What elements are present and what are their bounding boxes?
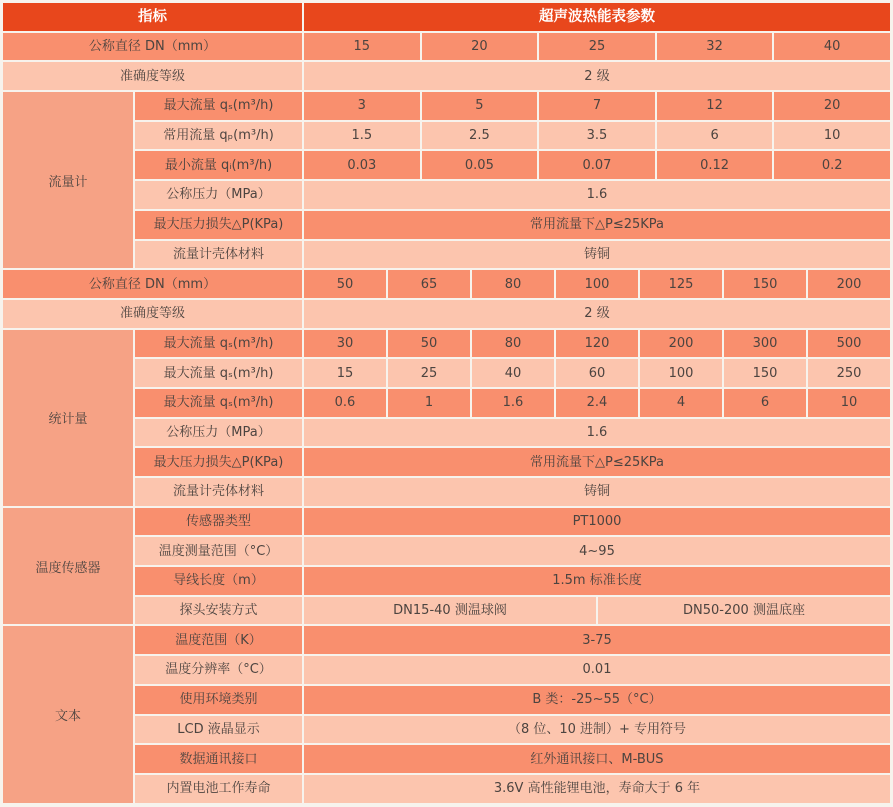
value-cell: 1.5 — [304, 122, 420, 150]
group-label: 统计量 — [3, 330, 133, 506]
row-label: 流量计壳体材料 — [135, 478, 302, 506]
table-row — [135, 122, 890, 150]
value-cell: 6 — [724, 389, 806, 417]
value-cell: 40 — [472, 359, 554, 387]
table-row — [135, 211, 890, 239]
group-rows — [135, 330, 890, 506]
value-cell: 80 — [472, 330, 554, 358]
value-cell: 30 — [304, 330, 386, 358]
value-cell: 3 — [304, 92, 420, 120]
value-cell: 32 — [657, 33, 773, 61]
row-label: 公称压力（MPa） — [135, 419, 302, 447]
value-cell: 3.5 — [539, 122, 655, 150]
value-cell: 1.6 — [304, 419, 890, 447]
value-cell: 0.05 — [422, 151, 538, 179]
value-cell: 常用流量下△P≤25KPa — [304, 211, 890, 239]
row-label: 传感器类型 — [135, 508, 302, 536]
value-cell: 65 — [388, 270, 470, 298]
value-cell: 100 — [640, 359, 722, 387]
value-cell: 0.03 — [304, 151, 420, 179]
row-label: 使用环境类别 — [135, 686, 302, 714]
group-label: 流量计 — [3, 92, 133, 268]
value-cell: 200 — [640, 330, 722, 358]
row-label: 最大压力损失△P(KPa) — [135, 211, 302, 239]
table-group — [3, 330, 890, 506]
table-row — [135, 478, 890, 506]
value-cell: 0.01 — [304, 656, 890, 684]
table-row — [135, 359, 890, 387]
table-row — [135, 745, 890, 773]
table-row — [135, 448, 890, 476]
value-cell: 铸铜 — [304, 241, 890, 269]
group-rows — [135, 508, 890, 625]
row-label: 探头安装方式 — [135, 597, 302, 625]
table-row — [135, 151, 890, 179]
row-label: LCD 液晶显示 — [135, 716, 302, 744]
table-group — [3, 626, 890, 802]
value-cell: 4 — [640, 389, 722, 417]
value-cell: 2 级 — [304, 300, 890, 328]
row-label: 数据通讯接口 — [135, 745, 302, 773]
value-cell: 1 — [388, 389, 470, 417]
value-cell: 200 — [808, 270, 890, 298]
value-cell: 1.6 — [304, 181, 890, 209]
table-row — [135, 567, 890, 595]
value-cell: 25 — [388, 359, 470, 387]
value-cell: 15 — [304, 33, 420, 61]
value-cell: 3-75 — [304, 626, 890, 654]
table-row — [3, 270, 890, 298]
value-cell: 10 — [808, 389, 890, 417]
table-group — [3, 508, 890, 625]
value-cell: 12 — [657, 92, 773, 120]
value-cell: 4~95 — [304, 537, 890, 565]
row-label: 公称压力（MPa） — [135, 181, 302, 209]
value-cell: 3.6V 高性能锂电池，寿命大于 6 年 — [304, 775, 890, 803]
value-cell: DN50-200 测温底座 — [598, 597, 890, 625]
value-cell: 25 — [539, 33, 655, 61]
value-cell: 60 — [556, 359, 638, 387]
group-rows — [135, 626, 890, 802]
row-label: 内置电池工作寿命 — [135, 775, 302, 803]
group-label: 温度传感器 — [3, 508, 133, 625]
row-label: 最大压力损失△P(KPa) — [135, 448, 302, 476]
header-params-cell: 超声波热能表参数 — [304, 3, 890, 31]
value-cell: 20 — [774, 92, 890, 120]
group-rows — [135, 92, 890, 268]
row-label: 最大流量 qₛ(m³/h) — [135, 330, 302, 358]
value-cell: 100 — [556, 270, 638, 298]
value-cell: 0.2 — [774, 151, 890, 179]
table-row — [135, 330, 890, 358]
table-row — [135, 775, 890, 803]
value-cell: 15 — [304, 359, 386, 387]
row-label: 温度范围（K） — [135, 626, 302, 654]
value-cell: 500 — [808, 330, 890, 358]
value-cell: 10 — [774, 122, 890, 150]
value-cell: 2.5 — [422, 122, 538, 150]
value-cell: 5 — [422, 92, 538, 120]
table-row — [135, 508, 890, 536]
value-cell: 150 — [724, 359, 806, 387]
value-cell: 0.6 — [304, 389, 386, 417]
table-row — [135, 389, 890, 417]
value-cell: 7 — [539, 92, 655, 120]
value-cell: 常用流量下△P≤25KPa — [304, 448, 890, 476]
table-row — [135, 656, 890, 684]
row-label: 公称直径 DN（mm） — [3, 270, 302, 298]
row-label: 最大流量 qₛ(m³/h) — [135, 359, 302, 387]
row-label: 常用流量 qₚ(m³/h) — [135, 122, 302, 150]
table-row — [135, 181, 890, 209]
table-row — [135, 537, 890, 565]
table-row — [135, 686, 890, 714]
value-cell: 20 — [422, 33, 538, 61]
value-cell: B 类：-25~55（°C） — [304, 686, 890, 714]
table-row — [135, 597, 890, 625]
value-cell: PT1000 — [304, 508, 890, 536]
value-cell: 2.4 — [556, 389, 638, 417]
row-label: 最大流量 qₛ(m³/h) — [135, 389, 302, 417]
table-header-row — [3, 3, 890, 31]
table-row — [135, 92, 890, 120]
table-row — [3, 300, 890, 328]
row-label: 流量计壳体材料 — [135, 241, 302, 269]
value-cell: 80 — [472, 270, 554, 298]
value-cell: 50 — [388, 330, 470, 358]
row-label: 准确度等级 — [3, 300, 302, 328]
value-cell: 250 — [808, 359, 890, 387]
table-row — [135, 626, 890, 654]
header-indicator-cell: 指标 — [3, 3, 302, 31]
value-cell: 1.5m 标准长度 — [304, 567, 890, 595]
value-cell: 红外通讯接口、M-BUS — [304, 745, 890, 773]
value-cell: DN15-40 测温球阀 — [304, 597, 596, 625]
table-row — [135, 241, 890, 269]
value-cell: 铸铜 — [304, 478, 890, 506]
table-row — [135, 716, 890, 744]
value-cell: 0.12 — [657, 151, 773, 179]
value-cell: 6 — [657, 122, 773, 150]
row-label: 最小流量 qᵢ(m³/h) — [135, 151, 302, 179]
row-label: 准确度等级 — [3, 62, 302, 90]
row-label: 公称直径 DN（mm） — [3, 33, 302, 61]
value-cell: 120 — [556, 330, 638, 358]
value-cell: 150 — [724, 270, 806, 298]
table-row — [135, 419, 890, 447]
row-label: 最大流量 qₛ(m³/h) — [135, 92, 302, 120]
value-cell: 50 — [304, 270, 386, 298]
value-cell: 1.6 — [472, 389, 554, 417]
table-row — [3, 33, 890, 61]
value-cell: 300 — [724, 330, 806, 358]
table-row — [3, 62, 890, 90]
value-cell: （8 位、10 进制）+ 专用符号 — [304, 716, 890, 744]
value-cell: 40 — [774, 33, 890, 61]
value-cell: 125 — [640, 270, 722, 298]
value-cell: 2 级 — [304, 62, 890, 90]
row-label: 导线长度（m） — [135, 567, 302, 595]
row-label: 温度分辨率（°C） — [135, 656, 302, 684]
group-label: 文本 — [3, 626, 133, 802]
value-cell: 0.07 — [539, 151, 655, 179]
table-group — [3, 92, 890, 268]
row-label: 温度测量范围（°C） — [135, 537, 302, 565]
